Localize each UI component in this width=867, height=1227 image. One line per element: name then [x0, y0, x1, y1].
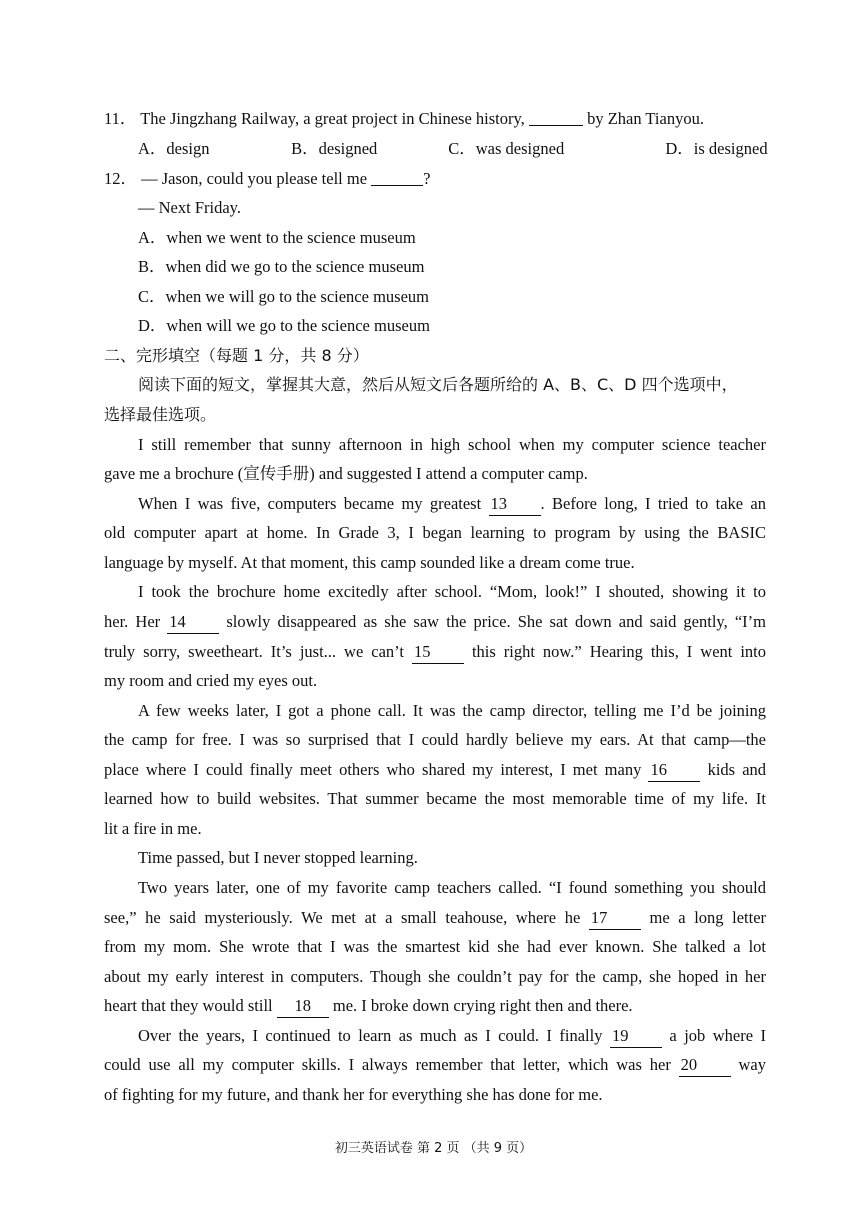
passage-line: lit a fire in me. — [104, 819, 202, 838]
section-heading: 二、完形填空（每题 1 分，共 8 分） — [104, 346, 369, 365]
cloze-blank-16: 16 — [648, 759, 700, 782]
passage-line: old computer apart at home. In Grade 3, I began learning to program by using the BASIC — [104, 523, 766, 542]
passage-line: of fighting for my future, and thank her for everything she has done for me. — [104, 1085, 603, 1104]
cloze-blank-13: 13 — [489, 493, 541, 516]
passage-line: from my mom. She wrote that I was the smartest kid she had ever known. She talked a lot — [104, 937, 766, 956]
question-12-option-b: B．when did we go to the science museum — [138, 257, 425, 276]
passage-line: Two years later, one of my favorite camp teachers called. “I found something you should — [138, 878, 766, 897]
cloze-blank-18: 18 — [277, 995, 329, 1018]
option-c: C．was designed — [448, 139, 565, 158]
question-12-option-a: A．when we went to the science museum — [138, 228, 416, 247]
passage-line: place where I could finally meet others who shared my interest, I met many 16 kids and — [104, 755, 766, 785]
passage-line: Over the years, I continued to learn as much as I could. I finally 19 a job where I — [138, 1021, 766, 1051]
question-11-stem — [104, 104, 766, 134]
question-text: — Jason, could you please tell me — [141, 169, 368, 188]
question-text: The Jingzhang Railway, a great project in Chinese history, — [140, 109, 525, 128]
passage-line: could use all my computer skills. I always remember that letter, which was her 20 way — [104, 1050, 766, 1080]
page-footer: 初三英语试卷 第 2 页 （共 9 页） — [334, 1141, 533, 1156]
passage-line: A few weeks later, I got a phone call. It was the camp director, telling me I’d be joining — [138, 701, 766, 720]
cloze-blank-20: 20 — [679, 1054, 731, 1077]
answer-blank — [371, 167, 423, 186]
passage-line: about my early interest in computers. Though she couldn’t pay for the camp, she hoped in her — [104, 967, 766, 986]
question-number: 12． — [104, 169, 137, 188]
option-d: D．is designed — [665, 139, 768, 158]
passage-line: truly sorry, sweetheart. It’s just... we can’t 15 this right now.” Hearing this, I went into — [104, 637, 766, 667]
passage-line: her. Her 14 slowly disappeared as she saw the price. She sat down and said gently, “I’m — [104, 607, 766, 637]
answer-blank — [529, 107, 583, 126]
passage-line: When I was five, computers became my greatest 13 . Before long, I tried to take an — [138, 489, 766, 519]
passage-line: see,” he said mysteriously. We met at a small teahouse, where he 17 me a long letter — [104, 903, 766, 933]
question-text: by Zhan Tianyou. — [587, 109, 704, 128]
passage-line: Time passed, but I never stopped learning. — [138, 848, 418, 867]
question-12-option-c: C．when we will go to the science museum — [138, 287, 429, 306]
passage-line: gave me a brochure (宣传手册) and suggested I attend a computer camp. — [104, 464, 588, 483]
cloze-blank-14: 14 — [167, 611, 219, 634]
question-number: 11． — [104, 109, 137, 128]
cloze-blank-15: 15 — [412, 641, 464, 664]
question-12-reply: — Next Friday. — [138, 198, 241, 217]
passage-line: language by myself. At that moment, this camp sounded like a dream come true. — [104, 553, 635, 572]
passage-line: I still remember that sunny afternoon in high school when my computer science teacher — [138, 435, 766, 454]
passage-line: learned how to build websites. That summer became the most memorable time of my life. It — [104, 789, 766, 808]
section-instruction: 选择最佳选项。 — [104, 405, 217, 424]
cloze-blank-19: 19 — [610, 1025, 662, 1048]
question-12-option-d: D．when will we go to the science museum — [138, 316, 430, 335]
option-a: A．design — [138, 139, 210, 158]
passage-line: the camp for free. I was so surprised that I could hardly believe my ears. At that camp—the — [104, 730, 766, 749]
passage-line: heart that they would still 18 me. I broke down crying right then and there. — [104, 991, 766, 1021]
cloze-blank-17: 17 — [589, 907, 641, 930]
question-11-options — [138, 134, 766, 164]
question-12-stem: 12． — Jason, could you please tell me ? — [104, 169, 431, 188]
option-b: B．designed — [291, 139, 378, 158]
section-instruction: 阅读下面的短文，掌握其大意，然后从短文后各题所给的 A、B、C、D 四个选项中， — [138, 375, 738, 394]
passage-line: my room and cried my eyes out. — [104, 671, 318, 690]
passage-line: I took the brochure home excitedly after school. “Mom, look!” I shouted, showing it to — [138, 582, 766, 601]
